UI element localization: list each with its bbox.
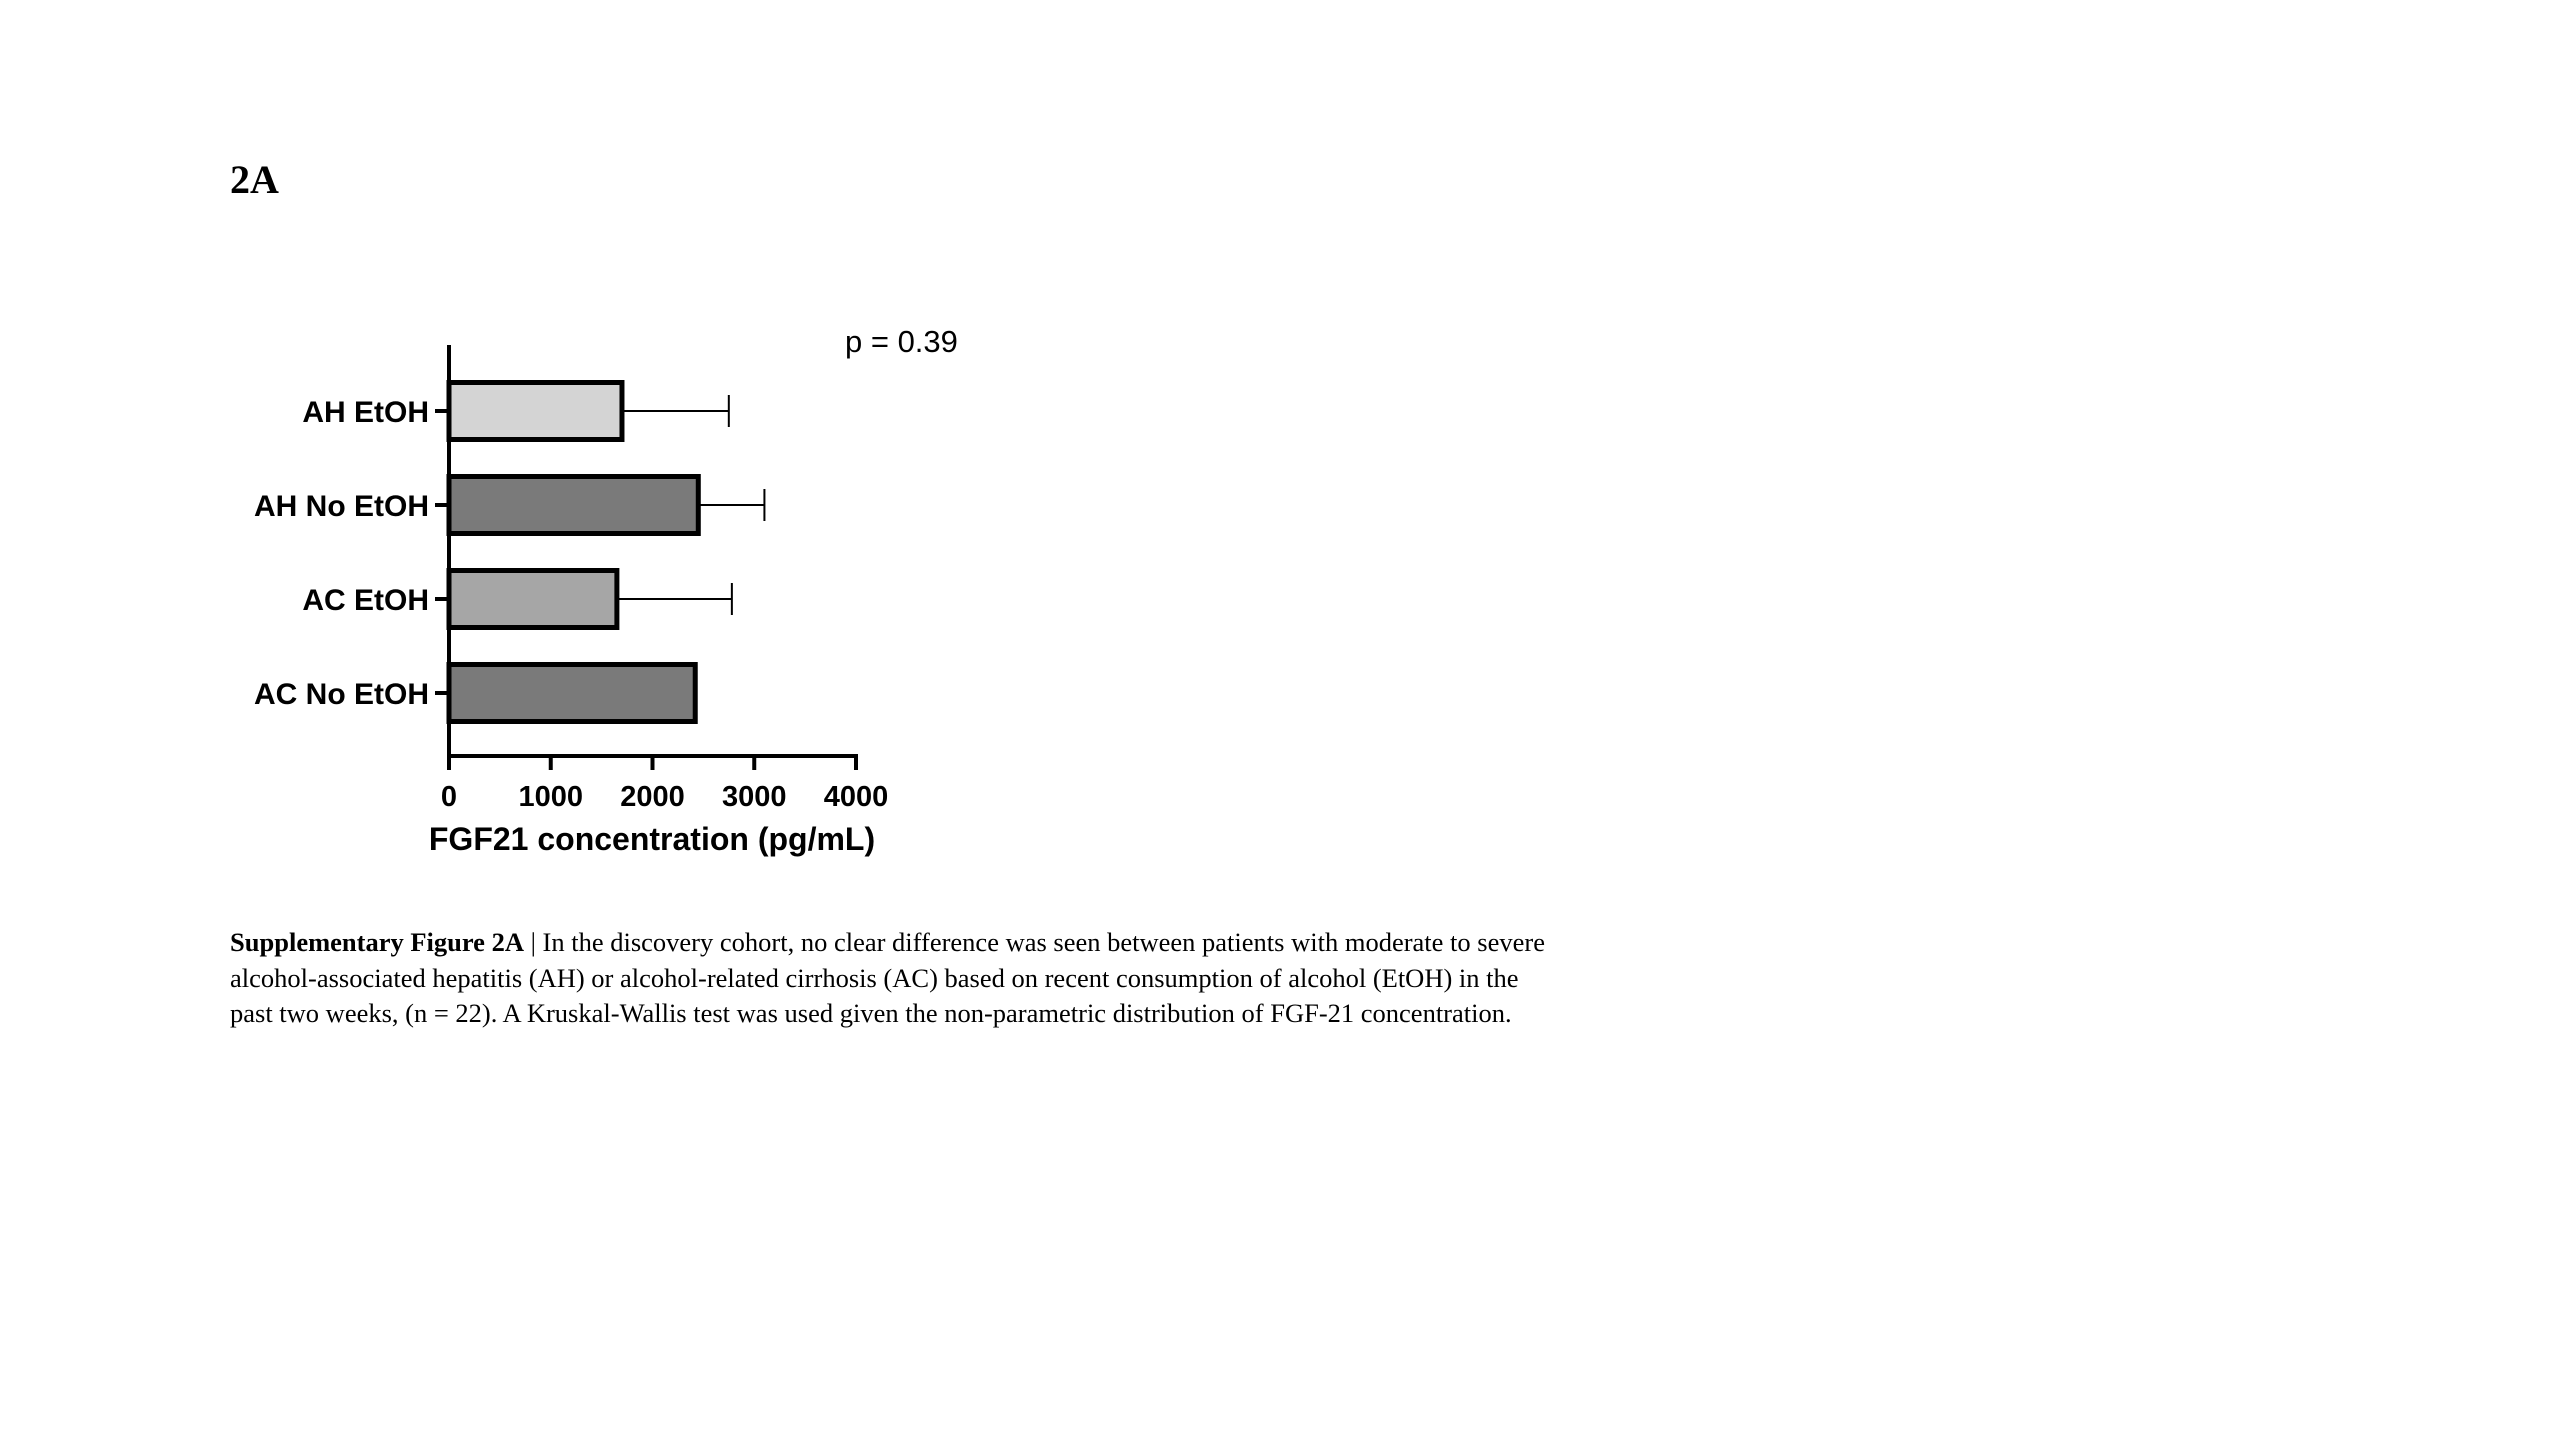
x-tick-label: 3000 [721, 781, 787, 813]
bar [449, 665, 695, 722]
category-label: AH No EtOH [254, 490, 429, 523]
bar [449, 571, 617, 628]
category-label: AC EtOH [302, 584, 429, 617]
caption-body: In the discovery cohort, no clear difference was seen between patients with moderate to severe alcohol-associated hepatitis (AH) or alcohol-related cirrhosis (AC) based on recent consumption of alcohol (EtOH) in the past two weeks, (n = 22). A Kruskal-Wallis test was used given the non-parametric distribution of FGF-21 concentration. [230, 927, 1545, 1028]
x-tick-label: 4000 [823, 781, 889, 813]
category-label: AH EtOH [302, 396, 429, 429]
figure-caption [230, 925, 1560, 1032]
panel-label: 2A [230, 157, 279, 202]
p-value-annotation: p = 0.39 [845, 324, 958, 359]
bar [449, 477, 698, 534]
bar [449, 383, 622, 440]
x-tick-label: 2000 [620, 781, 685, 813]
caption-title: Supplementary Figure 2A [230, 927, 524, 957]
x-axis-label: FGF21 concentration (pg/mL) [428, 821, 876, 857]
category-label: AC No EtOH [254, 678, 429, 711]
caption-separator: | [523, 927, 543, 957]
bars [449, 383, 698, 722]
x-tick-label: 1000 [518, 781, 584, 813]
x-tick-label: 0 [440, 781, 458, 813]
